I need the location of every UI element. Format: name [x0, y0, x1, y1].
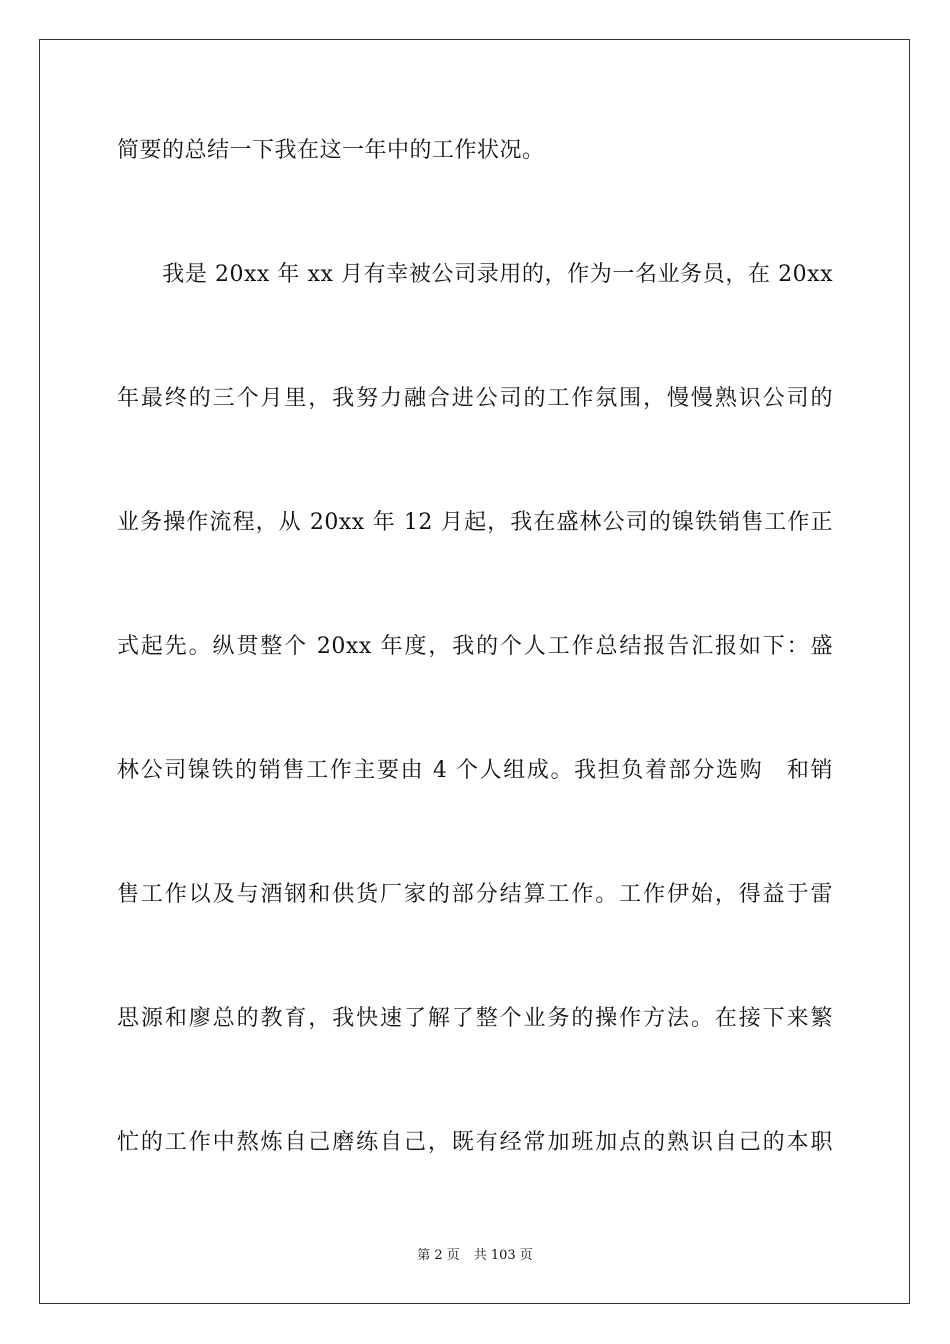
paragraph-line-4: 业务操作流程，从 20xx 年 12 月起，我在盛林公司的镍铁销售工作正 — [117, 510, 833, 535]
paragraph-line-8: 思源和廖总的教育，我快速了解了整个业务的操作方法。在接下来繁 — [117, 1006, 833, 1031]
paragraph-line-9: 忙的工作中熬炼自己磨练自己，既有经常加班加点的熟识自己的本职 — [117, 1130, 833, 1155]
page-total: 共 103 页 — [473, 1248, 533, 1263]
page-number: 第 2 页 — [417, 1248, 460, 1263]
paragraph-line-5: 式起先。纵贯整个 20xx 年度，我的个人工作总结报告汇报如下：盛 — [117, 634, 833, 659]
paragraph-line-2: 我是 20xx 年 xx 月有幸被公司录用的，作为一名业务员，在 20xx — [117, 262, 833, 287]
page-footer — [0, 1247, 950, 1265]
paragraph-line-6: 林公司镍铁的销售工作主要由 4 个人组成。我担负着部分选购 和销 — [117, 758, 833, 783]
paragraph-line-3: 年最终的三个月里，我努力融合进公司的工作氛围，慢慢熟识公司的 — [117, 386, 833, 411]
paragraph-line-7: 售工作以及与酒钢和供货厂家的部分结算工作。工作伊始，得益于雷 — [117, 882, 833, 907]
paragraph-line-1: 简要的总结一下我在这一年中的工作状况。 — [117, 138, 545, 163]
page-border — [39, 39, 910, 1304]
